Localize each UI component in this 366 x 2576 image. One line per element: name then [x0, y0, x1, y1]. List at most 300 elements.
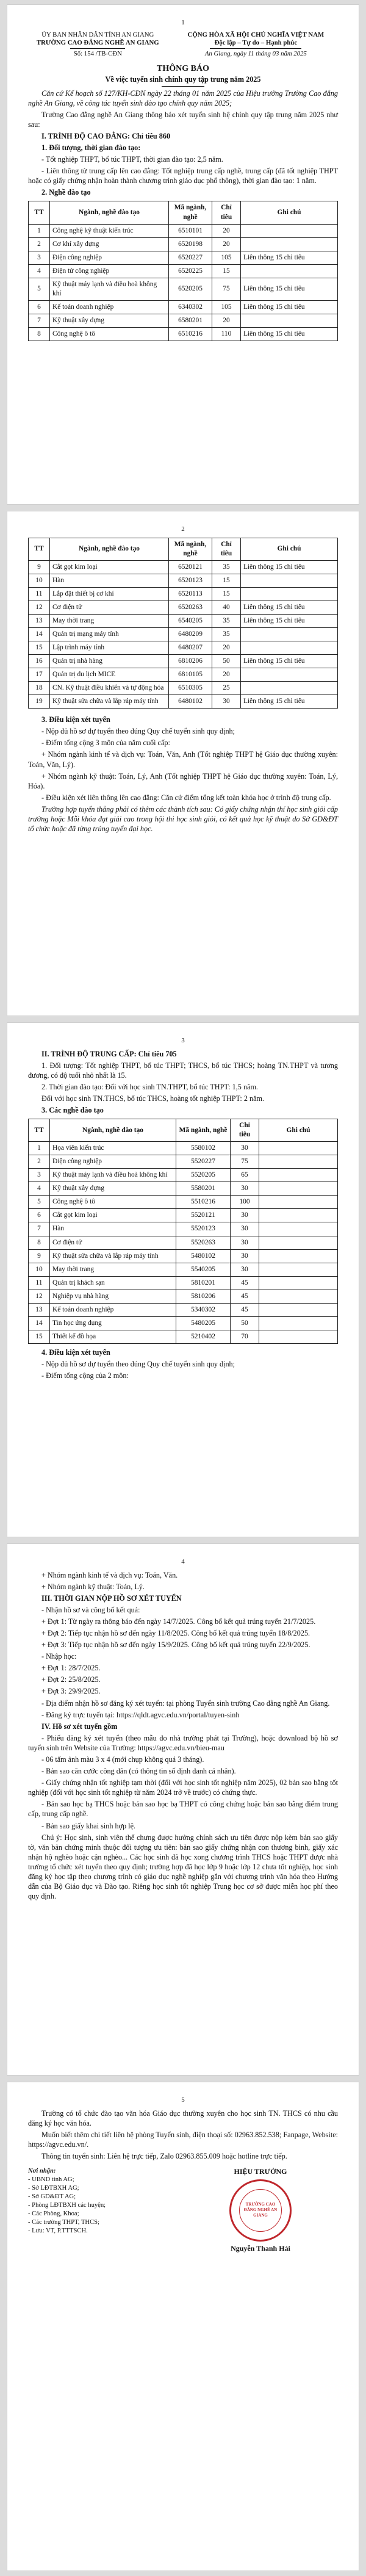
table-header: Mã ngành, nghề: [176, 1119, 231, 1142]
table-cell: Công nghệ ô tô: [50, 327, 169, 341]
table-cell: Điện tử công nghiệp: [50, 264, 169, 278]
table-cell: 15: [29, 641, 50, 654]
table-cell: Quản trị du lịch MICE: [50, 668, 169, 681]
document-title: THÔNG BÁO: [157, 63, 209, 73]
table-header: Mã ngành, nghề: [169, 538, 212, 560]
table-cell: [241, 682, 338, 695]
table-cell: Kế toán doanh nghiệp: [50, 1303, 176, 1316]
table-cell: Công nghệ kỹ thuật kiến trúc: [50, 224, 169, 237]
table-cell: 100: [231, 1196, 259, 1209]
paragraph: 2. Thời gian đào tạo: Đối với học sinh TN.THPT, bổ túc THPT: 1,5 năm.: [41, 1082, 258, 1091]
table-cell: 75: [231, 1155, 259, 1169]
paragraph: - Nhập học:: [41, 1652, 77, 1661]
table-cell: [259, 1263, 338, 1276]
subsection-heading: 4. Điều kiện xét tuyển: [41, 1348, 110, 1357]
table-cell: [259, 1209, 338, 1222]
document-page-3: [7, 1023, 359, 1537]
table-cell: 105: [212, 300, 241, 314]
table-cell: 65: [231, 1169, 259, 1182]
table-header: Ghi chú: [241, 538, 338, 560]
table-cell: 6520121: [169, 560, 212, 574]
table-header: Ghi chú: [241, 201, 338, 224]
table-cell: 6510216: [169, 327, 212, 341]
recipient-item: - Phòng LĐTBXH các huyện;: [28, 2201, 106, 2209]
table-cell: 20: [212, 237, 241, 251]
table-cell: 4: [29, 1182, 50, 1196]
paragraph: - Bản sao học bạ THCS hoặc bản sao học bạ THPT có công chứng hoặc bản sao bằng điểm trung cấp, trung cấp nghề.: [28, 1800, 338, 1819]
table-cell: 6520205: [169, 278, 212, 300]
table-cell: 1: [29, 1142, 50, 1155]
paragraph: + Đợt 1: Từ ngày ra thông báo đến ngày 14/7/2025. Công bố kết quả trúng tuyển 21/7/2025.: [41, 1617, 316, 1626]
recipient-item: - Lưu: VT, P.TTTSCH.: [28, 2227, 88, 2234]
table-row: [29, 278, 338, 300]
table-cell: 7: [29, 314, 50, 327]
national-motto: Độc lập – Tự do – Hạnh phúc: [214, 39, 298, 46]
document-subtitle: Về việc tuyển sinh chính quy tập trung năm 2025: [105, 75, 261, 84]
table-cell: [259, 1249, 338, 1263]
table-row: [29, 1249, 338, 1263]
table-cell: Kế toán doanh nghiệp: [50, 300, 169, 314]
table-cell: 5340302: [176, 1303, 231, 1316]
table-cell: Kỹ thuật sửa chữa và lắp ráp máy tính: [50, 1249, 176, 1263]
paragraph: + Nhóm ngành kỹ thuật: Toán, Lý, Anh (Tốt nghiệp THPT hệ Giáo dục thường xuyên: Toán, Lý, Hóa).: [28, 771, 338, 790]
table-cell: [241, 668, 338, 681]
table-cell: 40: [212, 601, 241, 614]
table-cell: Kỹ thuật xây dựng: [50, 314, 169, 327]
signer-name: Nguyễn Thanh Hải: [231, 2243, 290, 2253]
table-cell: 6480207: [169, 641, 212, 654]
table-cell: 6480209: [169, 627, 212, 641]
table-cell: 9: [29, 560, 50, 574]
subsection-heading: 3. Điều kiện xét tuyển: [41, 715, 110, 724]
table-cell: Liên thông 15 chỉ tiêu: [241, 614, 338, 627]
table-row: [29, 1330, 338, 1343]
table-header: Chỉ tiêu: [231, 1119, 259, 1142]
table-cell: 6510305: [169, 682, 212, 695]
recipients-list: [28, 2176, 168, 2235]
table-cell: 35: [212, 627, 241, 641]
table-row: [29, 641, 338, 654]
table-cell: Kỹ thuật máy lạnh và điều hoà không khí: [50, 278, 169, 300]
table-cell: Thiết kế đồ họa: [50, 1330, 176, 1343]
document-date: An Giang, ngày 11 tháng 03 năm 2025: [204, 50, 307, 58]
table-cell: 17: [29, 668, 50, 681]
table-header: Ghi chú: [259, 1119, 338, 1142]
table-cell: 6520113: [169, 587, 212, 601]
signature-block: [28, 2167, 338, 2254]
table-cell: 5520121: [176, 1209, 231, 1222]
paragraph: + Nhóm ngành kinh tế và dịch vụ: Toán, Văn, Anh (Tốt nghiệp THPT hệ Giáo dục thường xuyên: Toán, Văn, Lý).: [28, 750, 338, 769]
table-cell: 30: [231, 1236, 259, 1249]
table-cell: 6340302: [169, 300, 212, 314]
note-paragraph: Chú ý: Học sinh, sinh viên thể chưng được hưởng chính sách ưu tiên được nộp kèm bản sao giấy tờ, văn bản chứng minh thuộc đối tượng ưu tiên: bản sao giấy chứng nhận con thương binh, giấy xác nhận hộ nghèo hoặc cận nghèo... Các học sinh đã học xong chương trình THCS hoặc THPT được nhà trường tổ chức xét tuyển theo quy định; trường hợp đã học lớp 9 hoặc lớp 12 chưa tốt nghiệp, học sinh đăng ký học tập theo chương trình có giáo dục nghề nghiệp gắn với chương trình văn hóa theo Hướng dẫn của Bộ Giáo dục và Đào tạo. Riêng học sinh tốt nghiệp Trung học cơ sở được miễn học phí theo quy định.: [28, 1833, 338, 1901]
table-cell: 5520227: [176, 1155, 231, 1169]
document-page-2: [7, 511, 359, 1016]
programs-table: [28, 1119, 338, 1344]
table-cell: 6520227: [169, 251, 212, 264]
table-cell: 35: [212, 560, 241, 574]
table-row: [29, 574, 338, 587]
table-cell: Kỹ thuật sửa chữa và lắp ráp máy tính: [50, 695, 169, 709]
table-cell: 14: [29, 627, 50, 641]
table-cell: 5: [29, 278, 50, 300]
document-page-5: [7, 2082, 359, 2571]
table-row: [29, 1196, 338, 1209]
table-cell: 2: [29, 237, 50, 251]
table-cell: 35: [212, 614, 241, 627]
document-header: [28, 31, 338, 59]
basis-text: Căn cứ Kế hoạch số 127/KH-CĐN ngày 22 tháng 01 năm 2025 của Hiệu trưởng Trường Cao đẳng nghề An Giang, về công tác tuyển sinh đào tạo chính quy năm 2025;: [28, 88, 338, 107]
table-cell: 15: [212, 264, 241, 278]
table-cell: Cơ điện tử: [50, 1236, 176, 1249]
table-cell: 6: [29, 1209, 50, 1222]
paragraph: - Bản sao giấy khai sinh hợp lệ.: [41, 1821, 136, 1830]
table-cell: 11: [29, 587, 50, 601]
table-row: [29, 1263, 338, 1276]
table-row: [29, 327, 338, 341]
table-cell: 3: [29, 1169, 50, 1182]
table-row: [29, 682, 338, 695]
table-cell: 5210402: [176, 1330, 231, 1343]
table-row: [29, 627, 338, 641]
table-row: [29, 314, 338, 327]
table-cell: Công nghệ ô tô: [50, 1196, 176, 1209]
table-row: [29, 1276, 338, 1290]
paragraph: + Nhóm ngành kinh tế và dịch vụ: Toán, Văn.: [41, 1570, 178, 1579]
table-cell: Hàn: [50, 1222, 176, 1236]
table-cell: 30: [231, 1142, 259, 1155]
table-cell: 110: [212, 327, 241, 341]
table-header: Ngành, nghề đào tạo: [50, 201, 169, 224]
table-cell: [241, 641, 338, 654]
programs-table: [28, 538, 338, 709]
paragraph: - Nhận hồ sơ và công bố kết quả:: [41, 1605, 140, 1614]
table-cell: [259, 1330, 338, 1343]
table-row: [29, 300, 338, 314]
table-cell: Kỹ thuật xây dựng: [50, 1182, 176, 1196]
page-number: 5: [181, 2096, 185, 2104]
table-row: [29, 1142, 338, 1155]
paragraph: 1. Đối tượng: Tốt nghiệp THPT, bổ túc THPT; THCS, bổ túc THCS; hoàng TN.THPT và tương đương, có độ tuổi nhỏ nhất là 15.: [28, 1061, 338, 1080]
table-cell: CN. Kỹ thuật điều khiển và tự động hóa: [50, 682, 169, 695]
issuer-org: TRƯỜNG CAO ĐẲNG NGHỀ AN GIANG: [36, 39, 159, 46]
recipient-item: - UBND tỉnh AG;: [28, 2176, 74, 2183]
paragraph: - Nộp đủ hồ sơ dự tuyển theo đúng Quy chế tuyển sinh quy định;: [41, 727, 235, 736]
table-cell: 5810201: [176, 1276, 231, 1290]
table-cell: 6520198: [169, 237, 212, 251]
document-page-1: [7, 5, 359, 504]
page-number: 3: [181, 1037, 185, 1044]
document-page-4: [7, 1544, 359, 2075]
table-cell: [259, 1222, 338, 1236]
table-cell: Cơ khí xây dựng: [50, 237, 169, 251]
table-row: [29, 1290, 338, 1303]
paragraph: - Giấy chứng nhận tốt nghiệp tạm thời (đối với học sinh tốt nghiệp năm 2025), 02 bản sao bằng tốt nghiệp (đối với học sinh tốt nghiệp từ năm 2024 trở về trước) có chứng thực.: [28, 1778, 338, 1797]
paragraph: + Đợt 2: 25/8/2025.: [41, 1675, 101, 1684]
recipient-item: - Sở LĐTBXH AG;: [28, 2184, 79, 2192]
table-cell: Hàn: [50, 574, 169, 587]
table-header: Chỉ tiêu: [212, 538, 241, 560]
table-cell: [241, 237, 338, 251]
paragraph: - Tốt nghiệp THPT, bổ túc THPT, thời gian đào tạo: 2,5 năm.: [41, 155, 223, 164]
section-heading: IV. Hồ sơ xét tuyển gồm: [41, 1722, 118, 1731]
section-heading: I. TRÌNH ĐỘ CAO ĐẲNG: Chỉ tiêu 860: [41, 131, 171, 140]
table-cell: Nghiệp vụ nhà hàng: [50, 1290, 176, 1303]
table-cell: Liên thông 15 chỉ tiêu: [241, 654, 338, 668]
table-cell: Lập trình máy tính: [50, 641, 169, 654]
table-cell: 4: [29, 264, 50, 278]
table-cell: 14: [29, 1316, 50, 1330]
table-cell: 20: [212, 314, 241, 327]
table-row: [29, 1182, 338, 1196]
table-cell: 5: [29, 1196, 50, 1209]
table-cell: [259, 1303, 338, 1316]
paragraph: Trường có tổ chức đào tạo văn hóa Giáo dục thường xuyên cho học sinh TN. THCS có nhu cầu đăng ký học văn hóa.: [28, 2109, 338, 2127]
table-cell: Quản trị nhà hàng: [50, 654, 169, 668]
table-header: TT: [29, 1119, 50, 1142]
table-header: Mã ngành, nghề: [169, 201, 212, 224]
table-cell: Liên thông 15 chỉ tiêu: [241, 601, 338, 614]
table-cell: Liên thông 15 chỉ tiêu: [241, 251, 338, 264]
table-cell: Cắt gọt kim loại: [50, 560, 169, 574]
paragraph: Muốn biết thêm chi tiết liên hệ phòng Tuyển sinh, điện thoại số: 02963.852.538; Fanpage, Website: https://agvc.edu.vn/.: [28, 2130, 338, 2149]
table-cell: 16: [29, 654, 50, 668]
table-cell: 30: [231, 1263, 259, 1276]
table-cell: 6520123: [169, 574, 212, 587]
page-number: 2: [181, 525, 185, 533]
table-cell: May thời trang: [50, 614, 169, 627]
table-cell: 20: [212, 668, 241, 681]
table-cell: 105: [212, 251, 241, 264]
paragraph: - Địa điểm nhận hồ sơ đăng ký xét tuyển: tại phòng Tuyển sinh trường Cao đẳng nghề An Giang.: [41, 1698, 330, 1708]
national-title: CỘNG HÒA XÃ HỘI CHỦ NGHĨA VIỆT NAM: [187, 31, 325, 38]
table-cell: Họa viên kiến trúc: [50, 1142, 176, 1155]
table-cell: 30: [212, 695, 241, 709]
table-row: [29, 560, 338, 574]
table-cell: [241, 587, 338, 601]
recipient-item: - Các Phòng, Khoa;: [28, 2210, 79, 2217]
table-cell: May thời trang: [50, 1263, 176, 1276]
page-number: 4: [181, 1558, 185, 1565]
document-number: Số: 154 /TB-CĐN: [73, 50, 122, 58]
table-row: [29, 237, 338, 251]
paragraph: - Liên thông từ trung cấp lên cao đẳng: Tốt nghiệp trung cấp nghề, trung cấp (đã tốt nghiệp THPT hoặc có giấy chứng nhận hoàn thành chương trình giáo dục phổ thông), thời gian đào tạo: 1 năm.: [28, 167, 338, 186]
table-cell: [259, 1196, 338, 1209]
table-cell: 20: [212, 641, 241, 654]
table-cell: [259, 1290, 338, 1303]
table-header: Ngành, nghề đào tạo: [50, 538, 169, 560]
table-cell: [259, 1276, 338, 1290]
table-cell: [259, 1316, 338, 1330]
table-row: [29, 1316, 338, 1330]
table-cell: Điện công nghiệp: [50, 1155, 176, 1169]
issuer-authority: ỦY BAN NHÂN DÂN TỈNH AN GIANG: [41, 31, 154, 38]
table-row: [29, 251, 338, 264]
table-cell: [259, 1142, 338, 1155]
table-cell: Kỹ thuật máy lạnh và điều hoà không khí: [50, 1169, 176, 1182]
intro-text: Trường Cao đẳng nghề An Giang thông báo xét tuyển sinh hệ chính quy tập trung năm 2025 như sau:: [28, 110, 338, 129]
table-cell: Điện công nghiệp: [50, 251, 169, 264]
paragraph: + Đợt 2: Tiếp tục nhận hồ sơ đến ngày 11/8/2025. Công bố kết quả trúng tuyển 18/8/2025.: [41, 1628, 310, 1637]
table-cell: Lắp đặt thiết bị cơ khí: [50, 587, 169, 601]
table-row: [29, 264, 338, 278]
subsection-heading: 3. Các nghề đào tạo: [41, 1105, 104, 1114]
paragraph: Thông tin tuyển sinh: Liên hệ trực tiếp, Zalo 02963.855.009 hoặc hotline trực tiếp.: [41, 2151, 287, 2160]
table-header: Chỉ tiêu: [212, 201, 241, 224]
paragraph: + Đợt 3: Tiếp tục nhận hồ sơ đến ngày 15/9/2025. Công bố kết quả trúng tuyển 22/9/2025.: [41, 1640, 310, 1650]
table-cell: 75: [212, 278, 241, 300]
table-cell: 6: [29, 300, 50, 314]
table-cell: [241, 264, 338, 278]
table-cell: 1: [29, 224, 50, 237]
table-cell: 30: [231, 1209, 259, 1222]
table-cell: 3: [29, 251, 50, 264]
table-cell: 5540205: [176, 1263, 231, 1276]
table-row: [29, 1155, 338, 1169]
table-cell: 5520123: [176, 1222, 231, 1236]
table-cell: 6510101: [169, 224, 212, 237]
table-cell: 25: [212, 682, 241, 695]
table-cell: 15: [212, 574, 241, 587]
table-row: [29, 587, 338, 601]
table-cell: [259, 1169, 338, 1182]
table-cell: Liên thông 15 chỉ tiêu: [241, 278, 338, 300]
registration-link[interactable]: - Đăng ký trực tuyến tại: https://qldt.agvc.edu.vn/portal/tuyen-sinh: [41, 1710, 240, 1719]
table-cell: 45: [231, 1303, 259, 1316]
programs-table: [28, 201, 338, 341]
paragraph: - Phiếu đăng ký xét tuyển (theo mẫu do nhà trường phát tại Trường), hoặc download bộ hồ sơ tuyển sinh trên Website của Trường: https://agvc.edu.vn/bieu-mau: [28, 1733, 338, 1752]
paragraph: + Nhóm ngành kỹ thuật: Toán, Lý.: [41, 1582, 145, 1591]
table-cell: 5520263: [176, 1236, 231, 1249]
table-cell: 6480102: [169, 695, 212, 709]
page-number: 1: [181, 19, 185, 26]
paragraph: Đối với học sinh TN.THCS, bổ túc THCS, hoàng tốt nghiệp THPT: 2 năm.: [41, 1094, 265, 1103]
table-row: [29, 614, 338, 627]
table-row: [29, 224, 338, 237]
table-cell: 6810206: [169, 654, 212, 668]
table-cell: [241, 627, 338, 641]
table-cell: 11: [29, 1276, 50, 1290]
table-row: [29, 1209, 338, 1222]
paragraph: Trường hợp tuyển thẳng phải có thêm các thành tích sau: Có giấy chứng nhận thí học sinh giỏi cấp trường hoặc Mỗi khóa đạt giải cao trong hội thi học sinh giỏi, có kết quả học kỹ thuật do Sở GD&ĐT tổ chức hoặc đã từng trúng tuyển đại học.: [28, 804, 338, 834]
recipient-item: - Sở GD&ĐT AG;: [28, 2193, 76, 2200]
table-cell: 5810206: [176, 1290, 231, 1303]
table-cell: 70: [231, 1330, 259, 1343]
paragraph: - 06 tấm ảnh màu 3 x 4 (mới chụp không quá 3 tháng).: [41, 1755, 204, 1764]
table-cell: 6520225: [169, 264, 212, 278]
table-cell: Liên thông 15 chỉ tiêu: [241, 560, 338, 574]
table-cell: 2: [29, 1155, 50, 1169]
table-cell: 50: [212, 654, 241, 668]
table-header: TT: [29, 538, 50, 560]
table-cell: 5580102: [176, 1142, 231, 1155]
table-cell: 8: [29, 327, 50, 341]
table-cell: 10: [29, 574, 50, 587]
section-heading: III. THỜI GIAN NỘP HỒ SƠ XÉT TUYỂN: [41, 1593, 182, 1603]
table-cell: [259, 1155, 338, 1169]
table-cell: 5520205: [176, 1169, 231, 1182]
paragraph: - Bản sao căn cước công dân (có thông tin số định danh cá nhân).: [41, 1767, 236, 1776]
paragraph: - Điều kiện xét liên thông lên cao đẳng: Căn cứ điểm tổng kết toàn khóa học ở trình độ trung cấp.: [41, 793, 331, 802]
table-cell: 6520263: [169, 601, 212, 614]
table-cell: Liên thông 15 chỉ tiêu: [241, 695, 338, 709]
table-cell: 5510216: [176, 1196, 231, 1209]
subsection-heading: 1. Đối tượng, thời gian đào tạo:: [41, 143, 141, 152]
table-header: Ngành, nghề đào tạo: [50, 1119, 176, 1142]
table-cell: 5580201: [176, 1182, 231, 1196]
signer-role: HIỆU TRƯỞNG: [234, 2167, 287, 2176]
table-cell: Quản trị mạng máy tính: [50, 627, 169, 641]
table-cell: 13: [29, 614, 50, 627]
table-row: [29, 601, 338, 614]
table-row: [29, 1222, 338, 1236]
table-cell: 20: [212, 224, 241, 237]
table-cell: Liên thông 15 chỉ tiêu: [241, 327, 338, 341]
table-cell: 45: [231, 1290, 259, 1303]
table-cell: 6580201: [169, 314, 212, 327]
table-cell: 9: [29, 1249, 50, 1263]
paragraph: - Nộp đủ hồ sơ dự tuyển theo đúng Quy chế tuyển sinh quy định;: [41, 1359, 235, 1368]
table-cell: Cơ điện tử: [50, 601, 169, 614]
table-cell: 18: [29, 682, 50, 695]
table-cell: [241, 574, 338, 587]
table-cell: Tin học ứng dụng: [50, 1316, 176, 1330]
paragraph: - Điểm tổng cộng 3 môn của năm cuối cấp:: [41, 738, 170, 748]
table-row: [29, 1169, 338, 1182]
table-row: [29, 1303, 338, 1316]
table-header: TT: [29, 201, 50, 224]
table-row: [29, 1236, 338, 1249]
table-cell: 30: [231, 1222, 259, 1236]
table-cell: 19: [29, 695, 50, 709]
table-cell: [259, 1236, 338, 1249]
table-cell: 8: [29, 1236, 50, 1249]
table-cell: 12: [29, 1290, 50, 1303]
table-cell: Quản trị khách sạn: [50, 1276, 176, 1290]
paragraph: + Đợt 3: 29/9/2025.: [41, 1687, 101, 1696]
table-cell: 5480205: [176, 1316, 231, 1330]
table-cell: [259, 1182, 338, 1196]
table-cell: [241, 224, 338, 237]
table-cell: 7: [29, 1222, 50, 1236]
paragraph: + Đợt 1: 28/7/2025.: [41, 1664, 101, 1673]
recipient-item: - Các trường THPT, THCS;: [28, 2218, 99, 2226]
table-row: [29, 695, 338, 709]
paragraph: - Điểm tổng cộng của 2 môn:: [41, 1371, 129, 1380]
stamp-text: TRƯỜNG CAO ĐẲNG NGHỀ AN GIANG: [243, 2201, 278, 2218]
table-cell: 30: [231, 1182, 259, 1196]
table-cell: 45: [231, 1276, 259, 1290]
subsection-heading: 2. Nghề đào tạo: [41, 188, 91, 197]
table-row: [29, 668, 338, 681]
table-row: [29, 654, 338, 668]
recipients-title: Nơi nhận:: [28, 2167, 56, 2174]
table-cell: 6540205: [169, 614, 212, 627]
table-cell: 12: [29, 601, 50, 614]
table-cell: 13: [29, 1303, 50, 1316]
table-cell: 50: [231, 1316, 259, 1330]
table-cell: 6810105: [169, 668, 212, 681]
table-cell: 15: [29, 1330, 50, 1343]
official-stamp: [229, 2179, 292, 2242]
table-cell: Cắt gọt kim loại: [50, 1209, 176, 1222]
table-cell: Liên thông 15 chỉ tiêu: [241, 300, 338, 314]
table-cell: 10: [29, 1263, 50, 1276]
table-cell: 30: [231, 1249, 259, 1263]
table-cell: [241, 314, 338, 327]
table-cell: 5480102: [176, 1249, 231, 1263]
table-cell: 15: [212, 587, 241, 601]
